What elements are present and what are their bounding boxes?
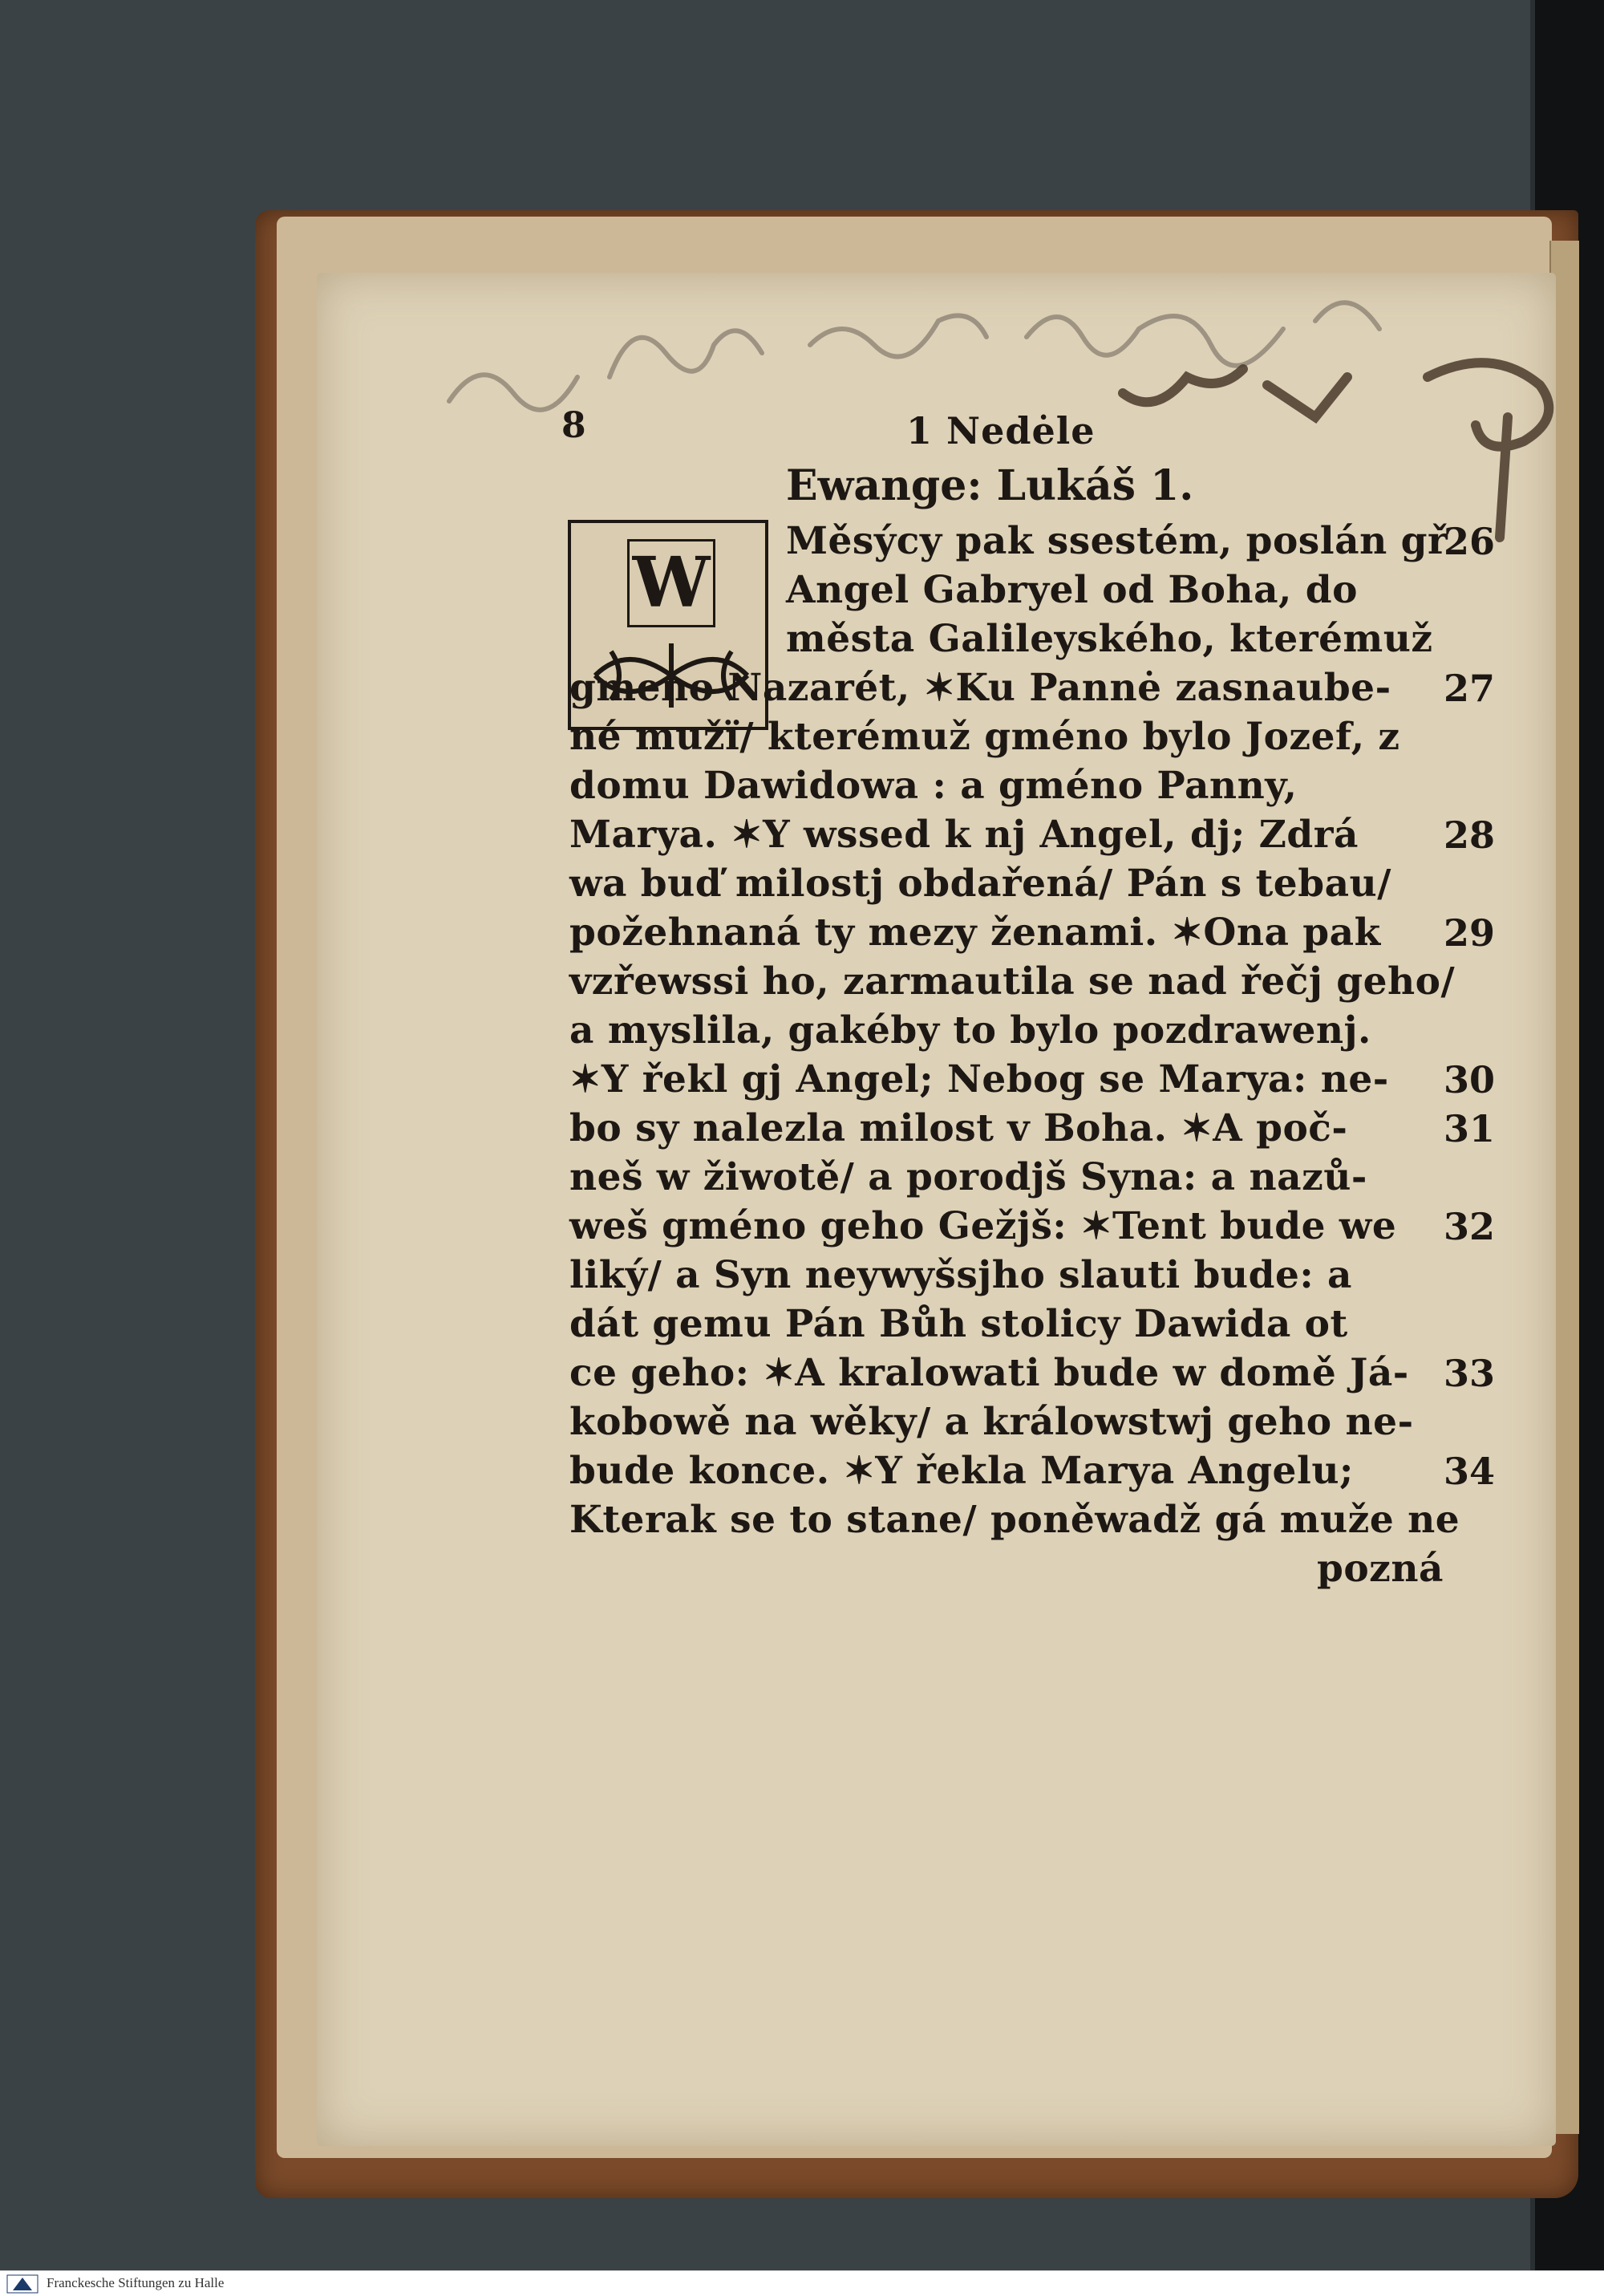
section-title: Ewange: Lukáš 1. [786,461,1194,510]
text-line: domu Dawidowa : a gméno Panny, [569,764,1298,808]
text-line: wa buď milostj obdařená/ Pán s tebau/ [569,862,1391,906]
text-line: a myslila, gakéby to bylo pozdrawenj. [569,1008,1371,1053]
verse-number: 30 [1444,1058,1496,1101]
text-line: Angel Gabryel od Boha, do [786,568,1358,612]
text-line: liký/ a Syn neywyšsjho slauti bude: a [569,1253,1353,1297]
verse-number: 33 [1444,1352,1496,1395]
running-head [906,409,1516,452]
verse-number: 34 [1444,1450,1496,1493]
text-line: ce geho: ✶A kralowati bude w domě Já- [569,1351,1409,1395]
text-line: bo sy nalezla milost v Boha. ✶A poč- [569,1106,1348,1150]
running-head-text: 1 Nedėle [906,409,1096,452]
catchword: pozná [1316,1547,1444,1591]
text-line: neš w žiwotě/ a porodjš Syna: a nazů- [569,1155,1367,1199]
text-line: ✶Y řekl gj Angel; Nebog se Marya: ne- [569,1057,1389,1101]
verse-number: 32 [1444,1205,1496,1248]
text-line: Marya. ✶Y wssed k nj Angel, dj; Zdrá [569,813,1359,857]
text-line: vzřewssi ho, zarmautila se nad řečj geho/ [569,959,1456,1004]
verse-number: 29 [1444,911,1496,955]
text-line: požehnaná ty mezy ženami. ✶Ona pak [569,911,1381,955]
initial-letter: W [627,539,715,627]
institution-logo-icon [6,2274,38,2294]
text-line: Kterak se to stane/ poněwadž gá muže ne [569,1498,1460,1542]
verse-number: 28 [1444,813,1496,857]
text-line: města Galileyského, kterémuž [786,617,1433,661]
text-line: dát gemu Pán Bůh stolicy Dawida ot [569,1302,1348,1346]
text-line: kobowě na wěky/ a králowstwj geho ne- [569,1400,1414,1444]
folio-number: 8 [561,405,586,446]
text-line: né mužï/ kterémuž gméno bylo Jozef, z [569,715,1400,759]
footer-bar [0,2270,1604,2296]
text-line: weš gméno geho Gežjš: ✶Tent bude we [569,1204,1397,1248]
institution-name: Franckesche Stiftungen zu Halle [47,2275,225,2290]
verse-number: 27 [1444,667,1496,710]
text-line: bude konce. ✶Y řekla Marya Angelu; [569,1449,1354,1493]
text-line: Měsýcy pak ssestém, poslán gř [786,519,1448,563]
text-line: gmeno Nazarét, ✶Ku Pannė zasnaube- [569,666,1391,710]
verse-number: 26 [1444,520,1496,563]
verse-number: 31 [1444,1107,1496,1150]
